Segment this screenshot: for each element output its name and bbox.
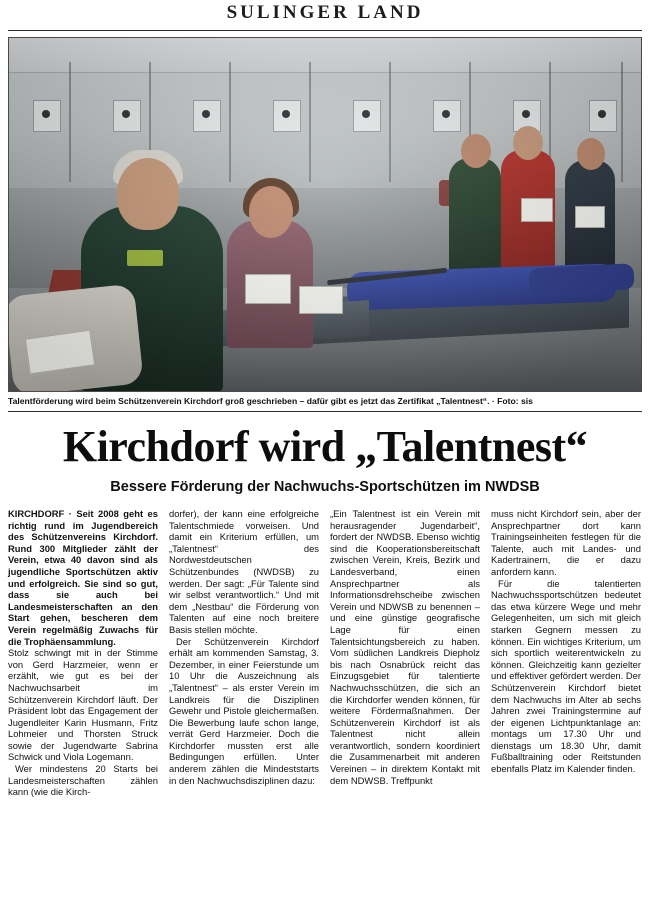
paragraph <box>8 508 158 647</box>
target-bullseye <box>522 110 530 118</box>
person-head <box>249 186 293 238</box>
paragraph: Stolz schwingt mit in der Stimme von Gerd Harzmeier, wenn er erzählt, wie gut es bei der Nachwuchsarbeit im Schützenverein Kirchdorf läuft. Der Präsident lobt das Engagement der Jugendleiter Karin Husmann, Fritz Lohmeier und Thorsten Struck sowie der Jugendwarte Sabrina Schwick und Viola Logemann. <box>8 647 158 763</box>
target-bullseye <box>362 110 370 118</box>
paragraph-text: · Seit 2008 geht es richtig rund im Jugendbereich des Schützenvereins Kirchdorf. Rund 300 Mitglieder zählt der Verein, etwa 40 davon sind als jugendliche Sportschützen aktiv und erfolgreich. Sie sind so gut, dass sie auch bei Landesmeisterschaften an den Start gehen, bescheren dem Verein regelmäßig Zuwachs für die Trophäensammlung. <box>8 508 158 647</box>
lane-divider <box>389 62 391 182</box>
target-bullseye <box>202 110 210 118</box>
lane-divider <box>69 62 71 182</box>
paragraph: dorfer), der kann eine erfolgreiche Talentschmiede vorweisen. Und damit ein Kriterium erfüllen, um „Talentnest“ des Nordwestdeutschen Schützenbundes (NWDSB) zu werden. Der sagt: „Für Talente sind wir selbst verantwortlich.“ Und mit dem „Nestbau“ die Förderung von Talenten auf eine noch breitere Basis stellen möchte. <box>169 508 319 635</box>
target-bullseye <box>442 110 450 118</box>
paragraph: muss nicht Kirchdorf sein, aber der Ansprechpartner dort kann Trainingseinheiten festlegen für die Talente, auch mit Landes- und Kadertrainern, die er dazu anfordern kann. <box>491 508 641 577</box>
range-ceiling <box>9 38 641 73</box>
photo-scene <box>9 38 641 391</box>
article-column-3 <box>330 508 480 786</box>
page-title: Kirchdorf wird „Talentnest“ <box>62 422 588 471</box>
article-subhead: Bessere Förderung der Nachwuchs-Sportschützen im NWDSB <box>110 479 540 495</box>
paragraph: Wer mindestens 20 Starts bei Landesmeisterschaften zählen kann (wie die Kirch- <box>8 763 158 798</box>
club-logo-patch <box>127 250 163 266</box>
article-column-2 <box>169 508 319 786</box>
person-head <box>577 138 605 170</box>
photo-caption: Talentförderung wird beim Schützenverein Kirchdorf groß geschrieben – dafür gibt es jetzt das Zertifikat „Talentnest“. · Foto: sis <box>8 396 642 412</box>
masthead-title: SULINGER LAND <box>226 2 424 23</box>
masthead <box>8 0 642 31</box>
start-number-bib <box>575 206 605 228</box>
article-column-4 <box>491 508 641 775</box>
prone-shooter-legs <box>528 263 634 294</box>
paragraph: „Ein Talentnest ist ein Verein mit herausragender Jugendarbeit“, fordert der NWDSB. Ebenso wichtig sind die Kooperationsbereitschaft zwischen Verein, Kreis, Bezirk und Landesverband, einen Ansprechpartner als Informationsdrehscheibe zwischen Verein und NDWSB zu benennen – und eine günstige geografische Lage für einen Talentsichtungsbereich zu haben. Vom südlichen Landkreis Diepholz bis nach Osnabrück reicht das Einzugsgebiet für talentierte Nachwuchsschützen, die sich an die Kirchdorfer wenden können, für weitere Fördermaßnahmen. Der Schützenverein Kirchdorf ist als Talentnest nicht allein verantwortlich, sondern koordiniert die Zusammenarbeit mit anderen Vereinen – in direktem Kontakt mit dem NDWSB. Treffpunkt <box>330 508 480 786</box>
lane-divider <box>309 62 311 182</box>
target-bullseye <box>122 110 130 118</box>
paragraph: Für die talentierten Nachwuchssportschützen bedeutet das etwa kürzere Wege und mehr Gelegenheiten, um sich mit gleich starken Gegnern messen zu können. Ein wichtiges Kriterium, um sich sportlich weiterentwickeln zu können. Gleichzeitig kann gezielter und effektiver gefördert werden. Der Schützenverein Kirchdorf bietet dem Nachwuchs im Alter ab sechs Jahren zwei Trainingstermine auf der eigenen Lichtpunktanlage an: montags um 17.30 Uhr und dienstags um 18.30 Uhr, damit Fußballtraining oder Reitstunden ebenfalls Platz im Kalender finden. <box>491 577 641 775</box>
article-photo <box>8 37 642 392</box>
start-number-bib <box>521 198 553 222</box>
start-number-bib <box>245 274 291 304</box>
person-head <box>117 158 179 230</box>
person-head <box>513 126 543 160</box>
lane-divider <box>621 62 623 182</box>
dateline: KIRCHDORF <box>8 508 65 519</box>
person-head <box>461 134 491 168</box>
lane-divider <box>229 62 231 182</box>
target-bullseye <box>282 110 290 118</box>
person-standing <box>449 158 501 278</box>
start-number-bib <box>299 286 343 314</box>
target-bullseye <box>598 110 606 118</box>
paragraph: Der Schützenverein Kirchdorf erhält am kommenden Samstag, 3. Dezember, in einer Feierstunde um 10 Uhr die Auszeichnung als „Talentnest“ – als erster Verein im Landkreis für die Disziplinen Gewehr und Pistole gleichermaßen. Die Bewerbung laufe schon lange, verrät Gerd Harzmeier. Doch die Kirchdorfer mussten erst alle Bedingungen erfüllen. Unter anderem zählen die Mindeststarts in den Nachwuchsdisziplinen dazu: <box>169 635 319 786</box>
article-body <box>8 508 642 798</box>
target-bullseye <box>42 110 50 118</box>
article-column-1 <box>8 508 158 798</box>
